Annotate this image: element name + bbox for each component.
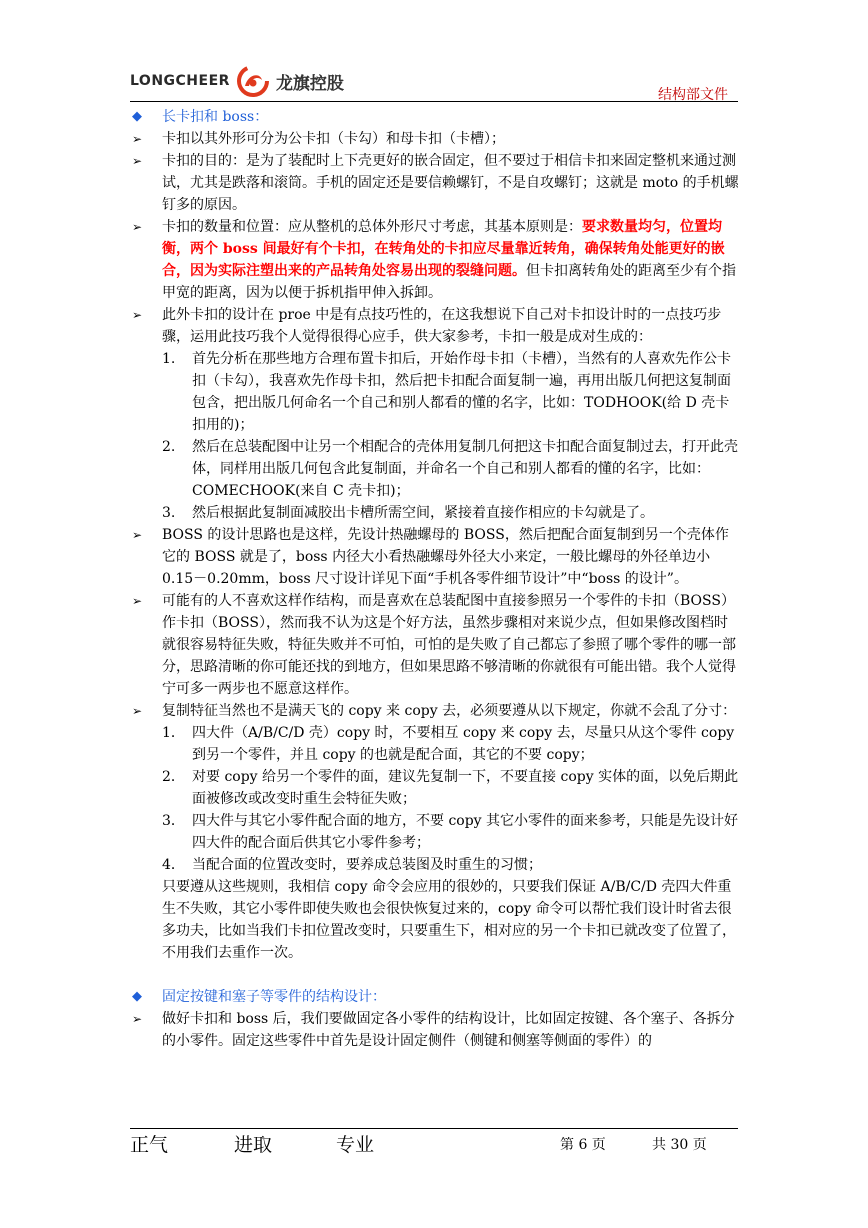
arrow-bullet-icon: ➢ [132,308,143,322]
numbered-item [130,436,740,502]
arrow-bullet-icon: ➢ [132,704,143,718]
paragraph-text: 然后根据此复制面减胶出卡槽所需空间，紧接着直接作相应的卡勾就是了。 [192,505,654,521]
company-logo [130,64,344,98]
numbered-item [130,348,740,436]
header-divider [130,101,738,102]
page-total: 共 30 页 [652,1137,707,1153]
logo-english-text: LONGCHEER [130,73,230,89]
paragraph-text: 对要 copy 给另一个零件的面，建议先复制一下，不要直接 copy 实体的面，以免后期此面被修改或改变时重生会特征失败； [192,769,739,807]
document-body [130,106,740,1052]
item-number: 2. [162,439,176,455]
motto-progress: 进取 [234,1134,273,1156]
paragraph-text: 但卡扣离转角处的距离至少有个指甲宽的距离，因为以便于拆机指甲伸入拆卸。 [162,263,736,301]
paragraph-text: 四大件（A/B/C/D 壳）copy 时，不要相互 copy 来 copy 去，尽量只从这个零件 copy 到另一个零件，并且 copy 的也就是配合面，其它的不要 copy； [192,725,735,763]
list-item [130,216,740,304]
paragraph-text: 首先分析在那些地方合理布置卡扣后，开始作母卡扣（卡槽），当然有的人喜欢先作公卡扣（卡勾），我喜欢先作母卡扣，然后把卡扣配合面复制一遍，再用出版几何把这复制面包含，把出版几何命名一个自己和别人都看的懂的名字，比如：TODHOOK(给 D 壳卡扣用的)； [192,351,731,433]
emphasis-text: 要求数量均匀，位置均衡，两个 boss 间最好有个卡扣，在转角处的卡扣应尽量靠近转角，确保转角处能更好的嵌合，因为实际注塑出来的产品转角处容易出现的裂缝问题。 [162,219,725,279]
paragraph-text: 卡扣的数量和位置：应从整机的总体外形尺寸考虑，其基本原则是： [162,219,582,235]
swirl-logo-icon [236,64,270,98]
paragraph-text: BOSS 的设计思路也是这样，先设计热融螺母的 BOSS，然后把配合面复制到另一个壳体作它的 BOSS 就是了，boss 内径大小看热融螺母外径大小来定，一般比螺母的外径单边小 0.15－0.20mm，boss 尺寸设计详见下面“手机各零件细节设计”中“boss 的设计”。 [162,527,729,587]
paragraph-text: 此外卡扣的设计在 proe 中是有点技巧性的，在这我想说下自己对卡扣设计时的一点技巧步骤，运用此技巧我个人觉得很得心应手，供大家参考，卡扣一般是成对生成的： [162,307,722,345]
section-title: 固定按键和塞子等零件的结构设计： [162,989,386,1005]
diamond-bullet-icon: ◆ [132,989,142,1004]
list-item [130,304,740,348]
paragraph-text: 四大件与其它小零件配合面的地方，不要 copy 其它小零件的面来参考，只能是先设计好四大件的配合面后供其它小零件参考； [192,813,739,851]
item-number: 3． [162,813,185,829]
arrow-bullet-icon: ➢ [132,594,143,608]
diamond-bullet-icon: ◆ [132,109,142,124]
logo-chinese-text: 龙旗控股 [275,73,344,94]
item-number: 2． [162,769,185,785]
paragraph [130,876,740,964]
list-item [130,590,740,700]
section-title: 长卡扣和 boss： [162,109,269,125]
numbered-item [130,766,740,810]
page-header [130,60,738,102]
arrow-bullet-icon: ➢ [132,528,143,542]
paragraph-text: 卡扣以其外形可分为公卡扣（卡勾）和母卡扣（卡槽）； [162,131,505,147]
paragraph-text: 只要遵从这些规则，我相信 copy 命令会应用的很妙的，只要我们保证 A/B/C/D 壳四大件重生不失败，其它小零件即使失败也会很快恢复过来的，copy 命令可以帮忙我们设计时省去很多功夫，比如当我们卡扣位置改变时，只要重生下，相对应的另一个卡扣已就改变了位置了，不用我们去重作一次。 [162,879,736,961]
spacer [130,964,740,986]
item-number: 4． [162,857,185,873]
list-item [130,700,740,722]
motto-professional: 专业 [336,1134,375,1156]
list-item [130,150,740,216]
arrow-bullet-icon: ➢ [132,132,143,146]
footer-divider [130,1128,738,1129]
page-footer [130,1130,738,1156]
arrow-bullet-icon: ➢ [132,220,143,234]
paragraph-text: 复制特征当然也不是满天飞的 copy 来 copy 去，必须要遵从以下规定，你就不会乱了分寸： [162,703,737,719]
document-type-label: 结构部文件 [658,87,728,103]
section-heading-keys [130,986,740,1008]
numbered-item [130,810,740,854]
paragraph-text: 然后在总装配图中让另一个相配合的壳体用复制几何把这卡扣配合面复制过去，打开此壳体，同样用出版几何包含此复制面，并命名一个自己和别人都看的懂的名字，比如：COMECHOOK(来自 C 壳卡扣)； [192,439,738,499]
arrow-bullet-icon: ➢ [132,154,143,168]
paragraph-text: 可能有的人不喜欢这样作结构，而是喜欢在总装配图中直接参照另一个零件的卡扣（BOSS）作卡扣（BOSS），然而我不认为这是个好方法，虽然步骤相对来说少点，但如果修改图档时就很容易特征失败，特征失败并不可怕，可怕的是失败了自己都忘了参照了哪个零件的哪一部分，思路清晰的你可能还找的到地方，但如果思路不够清晰的你就很有可能出错。我个人觉得宁可多一两步也不愿意这样作。 [162,593,736,697]
section-heading-snaps [130,106,740,128]
list-item [130,1008,740,1052]
paragraph-text: 做好卡扣和 boss 后，我们要做固定各小零件的结构设计，比如固定按键、各个塞子、各拆分的小零件。固定这些零件中首先是设计固定侧件（侧键和侧塞等侧面的零件）的 [162,1011,735,1049]
list-item [130,128,740,150]
item-number: 3. [162,505,176,521]
numbered-item [130,502,740,524]
item-number: 1. [162,351,176,367]
motto-integrity: 正气 [130,1134,169,1156]
page-number: 第 6 页 [560,1137,606,1153]
list-item [130,524,740,590]
arrow-bullet-icon: ➢ [132,1012,143,1026]
paragraph-text: 卡扣的目的：是为了装配时上下壳更好的嵌合固定，但不要过于相信卡扣来固定整机来通过测试，尤其是跌落和滚筒。手机的固定还是要信赖螺钉，不是自攻螺钉；这就是 moto 的手机螺钉多的原因。 [162,153,739,213]
numbered-item [130,854,740,876]
numbered-item [130,722,740,766]
paragraph-text: 当配合面的位置改变时，要养成总装图及时重生的习惯； [192,857,542,873]
item-number: 1． [162,725,185,741]
